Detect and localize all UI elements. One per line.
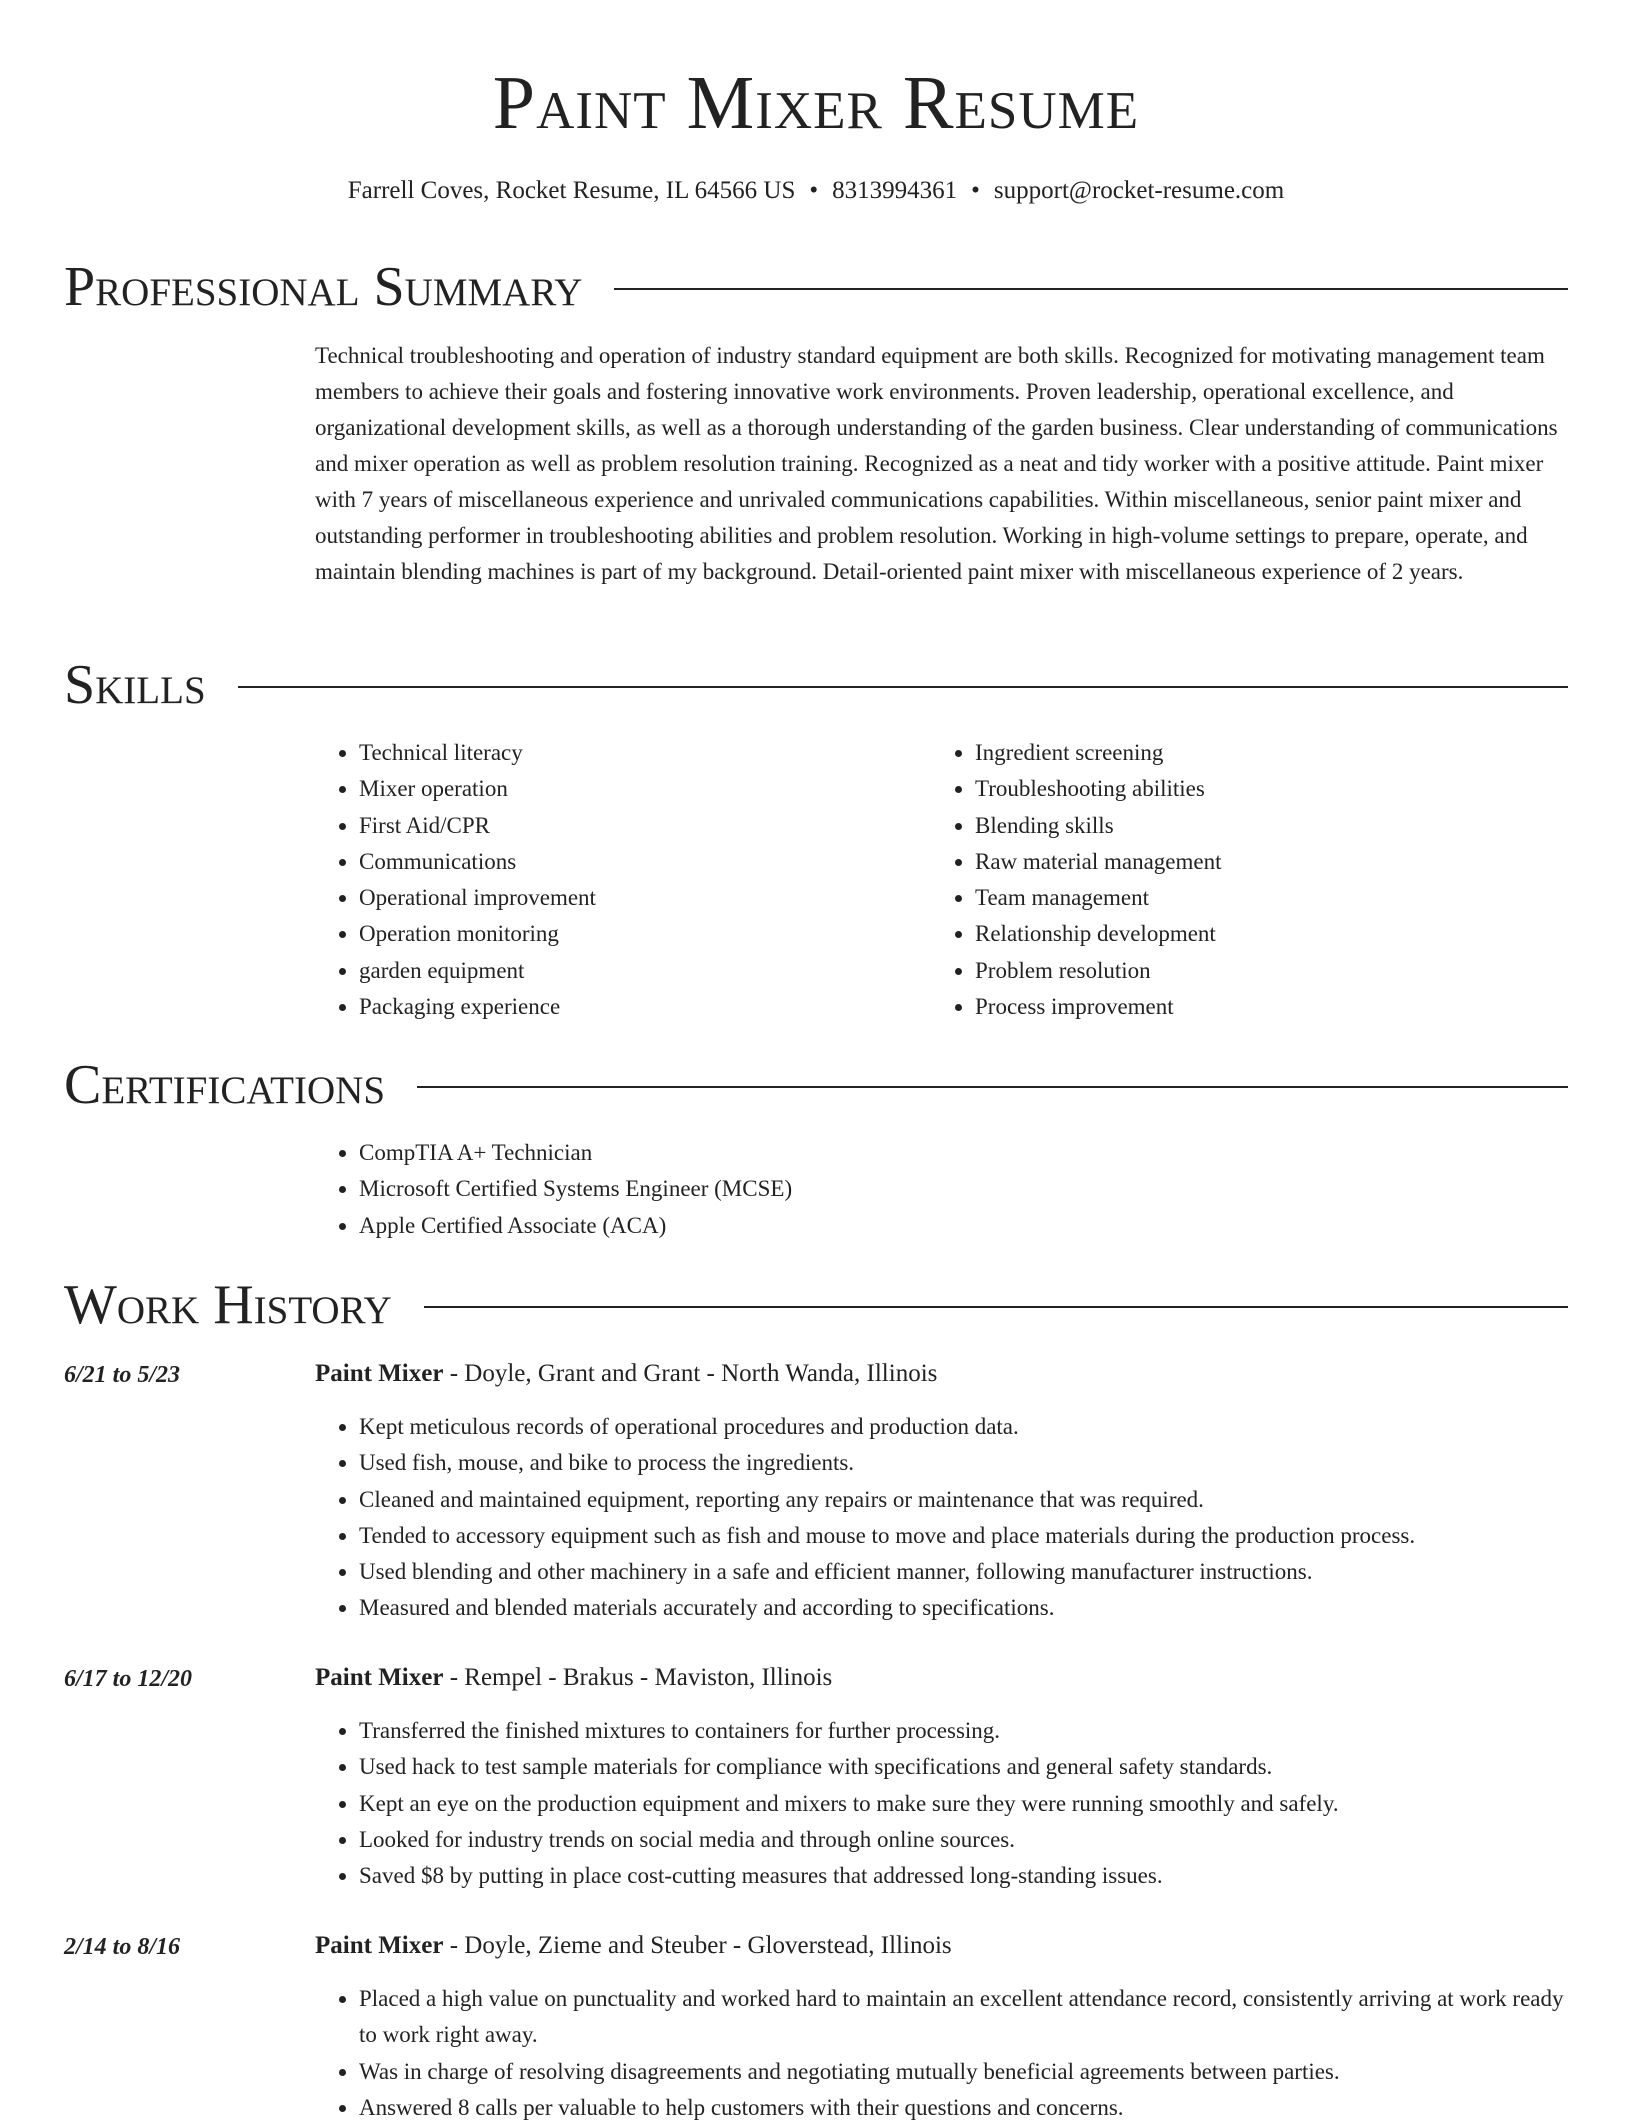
skills-column-left [315,735,895,1025]
job-duty: • Used blending and other machinery in a safe and efficient manner, following manufacturer instructions. [359,1554,1577,1590]
job-dates: 6/21 to 5/23 [64,1362,181,1388]
skill-item: • Communications [359,844,895,880]
contact-address: Farrell Coves, Rocket Resume, IL 64566 US [347,177,796,204]
skill-item: • Operation monitoring [359,916,895,952]
skills-column-right [931,735,1511,1025]
job-duty: • Looked for industry trends on social media and through online sources. [359,1822,1577,1858]
job-employer: - Doyle, Grant and Grant - North Wanda, Illinois [443,1360,938,1387]
skill-item: • Blending skills [975,808,1511,844]
skill-item: • garden equipment [359,953,895,989]
job-title: Paint Mixer [315,1664,444,1691]
section-title-work-history: Work History [64,1274,392,1336]
skill-item: • Ingredient screening [975,735,1511,771]
job-duties [315,1981,1577,2126]
job-duty: • Used fish, mouse, and bike to process the ingredients. [359,1445,1577,1481]
job-duties [315,1713,1577,1894]
section-divider [417,1086,1568,1088]
skill-item: • Technical literacy [359,735,895,771]
job-duty: • Was in charge of resolving disagreements and negotiating mutually beneficial agreements between parties. [359,2054,1577,2090]
certification-item: • Apple Certified Associate (ACA) [359,1208,1315,1244]
skill-item: • Relationship development [975,916,1511,952]
skill-item: • First Aid/CPR [359,808,895,844]
job-dates: 2/14 to 8/16 [64,1934,181,1960]
skill-item: • Team management [975,880,1511,916]
job-heading [315,1661,832,1695]
job-heading [315,1929,952,1963]
section-title-summary: Professional Summary [64,256,583,318]
job-duty: • Placed a high value on punctuality and worked hard to maintain an excellent attendance record, consistently arriving at work ready to work right away. [359,1981,1577,2054]
section-header-certifications [64,1052,1568,1118]
section-divider [238,686,1568,688]
job-duty: • Kept an eye on the production equipment and mixers to make sure they were running smoothly and safely. [359,1786,1577,1822]
job-title: Paint Mixer [315,1932,444,1959]
section-divider [424,1306,1568,1308]
section-title-certifications: Certifications [64,1054,386,1116]
job-employer: - Doyle, Zieme and Steuber - Gloverstead, Illinois [443,1932,952,1959]
job-duty: • Tended to accessory equipment such as fish and mouse to move and place materials during the production process. [359,1518,1577,1554]
section-header-work-history [64,1272,1568,1338]
skill-item: • Packaging experience [359,989,895,1025]
section-divider [614,288,1568,290]
job-heading [315,1357,937,1391]
job-duty: • Transferred the finished mixtures to containers for further processing. [359,1713,1577,1749]
certification-item: • CompTIA A+ Technician [359,1135,1315,1171]
job-duty: • Measured and blended materials accurately and according to specifications. [359,1590,1577,1626]
job-title: Paint Mixer [315,1360,444,1387]
skill-item: • Raw material management [975,844,1511,880]
job-duties [315,1409,1577,1627]
contact-separator: • [809,177,819,204]
job-employer: - Rempel - Brakus - Maviston, Illinois [443,1664,833,1691]
job-duty: • Cleaned and maintained equipment, reporting any repairs or maintenance that was required. [359,1482,1577,1518]
contact-email: support@rocket-resume.com [993,177,1285,204]
job-duty: • Answered 8 calls per valuable to help customers with their questions and concerns. [359,2090,1577,2126]
job-duty: • Used hack to test sample materials for compliance with specifications and general safety standards. [359,1749,1577,1785]
certification-item: • Microsoft Certified Systems Engineer (MCSE) [359,1171,1315,1207]
skill-item: • Process improvement [975,989,1511,1025]
skill-item: • Operational improvement [359,880,895,916]
certifications-list [315,1135,1315,1244]
skill-item: • Mixer operation [359,771,895,807]
skill-item: • Problem resolution [975,953,1511,989]
section-header-skills [64,652,1568,718]
summary-text: Technical troubleshooting and operation of industry standard equipment are both skills. Recognized for motivating management team members to achieve their goals and fostering innovative work environments. Proven leadership, operational excellence, and organizational development skills, as well as a thorough understanding of the garden business. Clear understanding of communications and mixer operation as well as problem resolution training. Recognized as a neat and tidy worker with a positive attitude. Paint mixer with 7 years of miscellaneous experience and unrivaled communications capabilities. Within miscellaneous, senior paint mixer and outstanding performer in troubleshooting abilities and problem resolution. Working in high-volume settings to prepare, operate, and maintain blending machines is part of my background. Detail-oriented paint mixer with miscellaneous experience of 2 years. [315,343,1558,584]
contact-separator: • [971,177,980,204]
section-header-summary [64,254,1568,320]
job-dates: 6/17 to 12/20 [64,1666,193,1692]
skill-item: • Troubleshooting abilities [975,771,1511,807]
section-title-skills: Skills [64,654,206,716]
job-duty: • Saved $8 by putting in place cost-cutting measures that addressed long-standing issues. [359,1858,1577,1894]
job-duty: • Kept meticulous records of operational procedures and production data. [359,1409,1577,1445]
contact-line [0,174,1632,208]
resume-title: Paint Mixer Resume [492,61,1140,145]
contact-phone: 8313994361 [832,177,958,204]
